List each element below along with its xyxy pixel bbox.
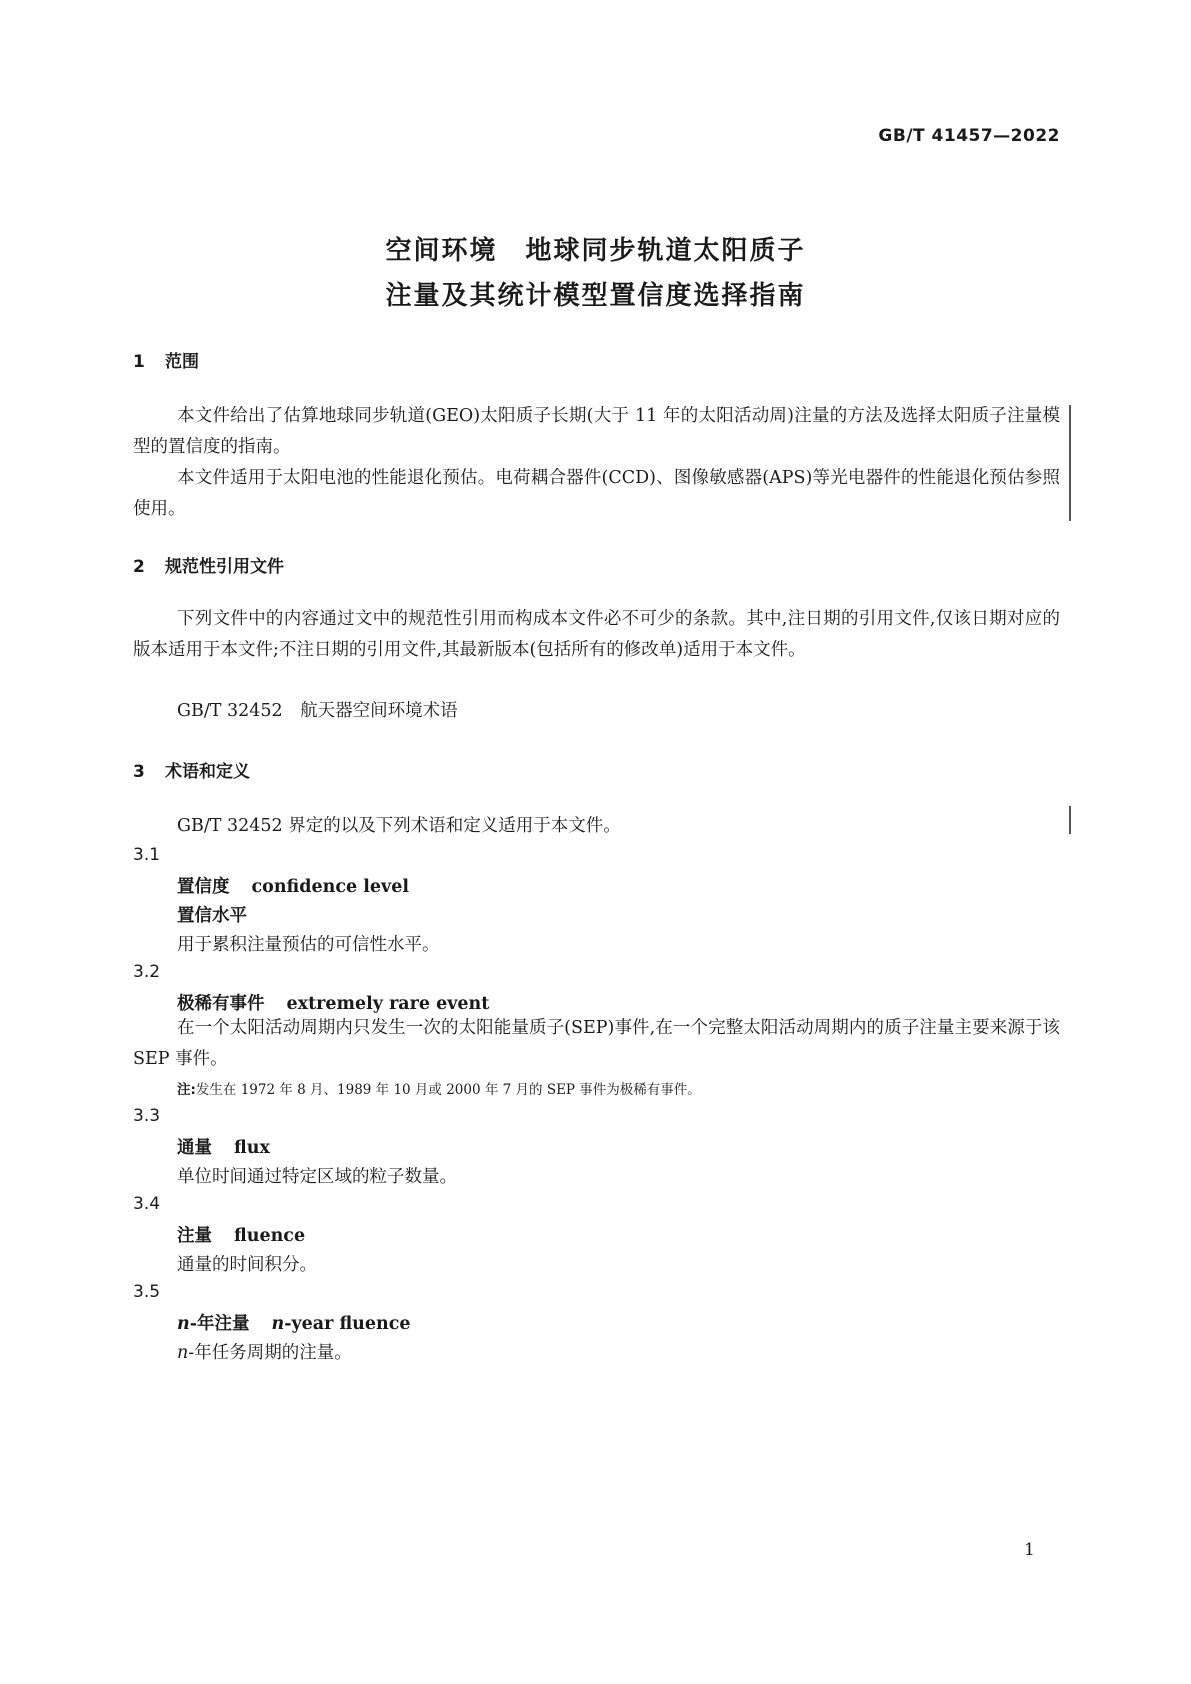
term-number: 3.5: [133, 1282, 161, 1302]
term-en: [272, 1314, 411, 1334]
document-title-line-1: 空间环境 地球同步轨道太阳质子: [385, 236, 806, 266]
term-definition-text: -年任务周期的注量。: [188, 1343, 352, 1363]
standard-number: GB/T 41457—2022: [878, 126, 1060, 146]
normative-reference: GB/T 32452 航天器空间环境术语: [177, 701, 458, 721]
term-zh-text: -年注量: [189, 1314, 250, 1334]
term-entry: [177, 990, 489, 1015]
term-entry: [177, 873, 409, 898]
term-en: extremely rare event: [286, 994, 490, 1014]
section-number: 3: [133, 762, 145, 782]
term-synonym: 置信水平: [177, 906, 247, 926]
section-1-paragraph-2: 本文件适用于太阳电池的性能退化预估。电荷耦合器件(CCD)、图像敏感器(APS)等光电器件的性能退化预估参照使用。: [133, 468, 1060, 519]
term-zh: 通量: [177, 1138, 212, 1158]
term-definition: 用于累积注量预估的可信性水平。: [177, 935, 440, 955]
term-zh: 极稀有事件: [177, 994, 265, 1014]
section-3-heading: [133, 757, 250, 782]
section-title: 术语和定义: [165, 762, 250, 782]
document-title-line-2: 注量及其统计模型置信度选择指南: [385, 281, 806, 311]
section-1-paragraph-1: 本文件给出了估算地球同步轨道(GEO)太阳质子长期(大于 11 年的太阳活动周)注量的方法及选择太阳质子注量模型的置信度的指南。: [133, 406, 1060, 457]
term-en: flux: [234, 1138, 270, 1158]
term-note: [177, 1078, 701, 1098]
variable-n: n: [177, 1314, 190, 1334]
variable-n: n: [177, 1343, 189, 1363]
term-entry: [177, 1134, 270, 1159]
term-definition: 通量的时间积分。: [177, 1255, 317, 1275]
section-title: 范围: [165, 352, 199, 372]
term-number: 3.4: [133, 1194, 161, 1214]
change-bar: [1069, 806, 1071, 834]
term-entry: [177, 1222, 305, 1247]
variable-n: n: [271, 1314, 285, 1334]
section-title: 规范性引用文件: [165, 557, 284, 577]
term-entry: [177, 1310, 411, 1335]
page-number: 1: [1024, 1540, 1035, 1560]
term-number: 3.1: [133, 845, 161, 865]
term-number: 3.3: [133, 1106, 161, 1126]
term-en-text: -year fluence: [284, 1314, 411, 1334]
section-2-heading: [133, 552, 284, 577]
section-1-heading: [133, 347, 199, 372]
section-number: 2: [133, 557, 145, 577]
section-2-paragraph-1: 下列文件中的内容通过文中的规范性引用而构成本文件必不可少的条款。其中,注日期的引用文件,仅该日期对应的版本适用于本文件;不注日期的引用文件,其最新版本(包括所有的修改单)适用于本文件。: [133, 609, 1060, 660]
section-number: 1: [133, 352, 145, 372]
term-zh: 置信度: [177, 877, 230, 897]
term-definition: 单位时间通过特定区域的粒子数量。: [177, 1167, 457, 1187]
term-zh: 注量: [177, 1226, 212, 1246]
section-3-intro: GB/T 32452 界定的以及下列术语和定义适用于本文件。: [177, 816, 621, 836]
term-number: 3.2: [133, 962, 161, 982]
term-en: fluence: [234, 1226, 306, 1246]
term-en: confidence level: [251, 877, 409, 897]
change-bar: [1069, 405, 1071, 521]
note-text: 发生在 1972 年 8 月、1989 年 10 月或 2000 年 7 月的 SEP 事件为极稀有事件。: [195, 1082, 701, 1098]
term-definition: 在一个太阳活动周期内只发生一次的太阳能量质子(SEP)事件,在一个完整太阳活动周期内的质子注量主要来源于该 SEP 事件。: [133, 1018, 1060, 1069]
note-label: 注:: [177, 1082, 196, 1098]
term-zh: [177, 1314, 250, 1334]
term-definition: [177, 1339, 352, 1364]
